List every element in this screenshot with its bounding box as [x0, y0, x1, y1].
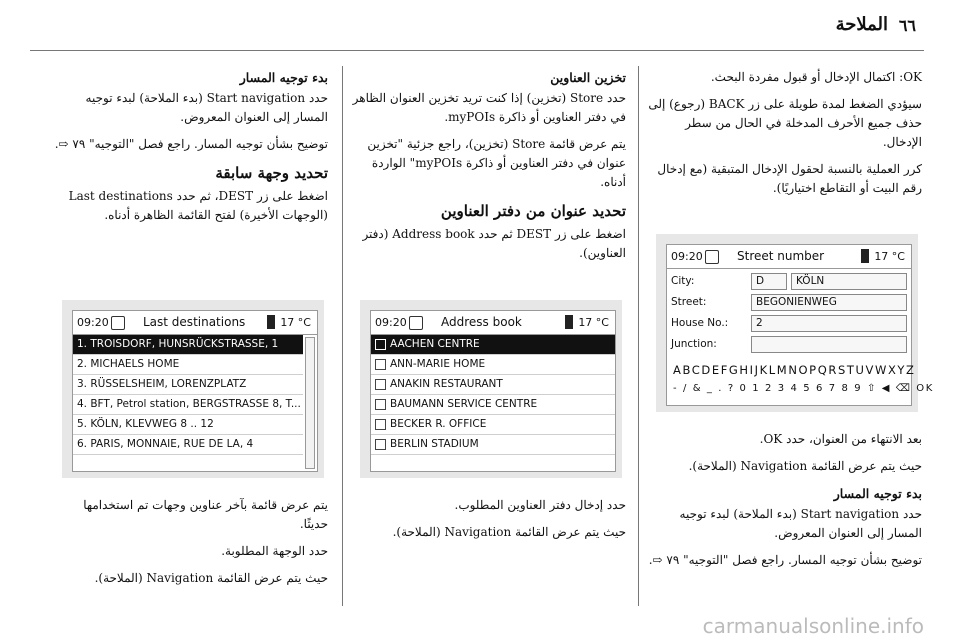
- temperature: 17 °C: [874, 250, 905, 263]
- column-divider-left: [342, 66, 343, 606]
- temperature: 17 °C: [578, 316, 609, 329]
- street-number-screen: [656, 234, 934, 412]
- field-label: Street:: [671, 296, 707, 308]
- paragraph: حيث يتم عرض القائمة Navigation (الملاحة).: [392, 525, 626, 539]
- list-item[interactable]: 3. RÜSSELSHEIM, LORENZPLATZ: [73, 375, 303, 395]
- paragraph: OK: اكتمال الإدخال أو قبول مفردة البحث.: [710, 70, 922, 84]
- clock: 09:20: [671, 250, 703, 263]
- paragraph: حيث يتم عرض القائمة Navigation (الملاحة).: [94, 571, 328, 585]
- field-label: House No.:: [671, 317, 729, 329]
- list-item[interactable]: 2. MICHAELS HOME: [73, 355, 303, 375]
- clock: 09:20: [77, 316, 109, 329]
- paragraph: حدد Store (تخزين) إذا كنت تريد تخزين العنوان الظاهر في دفتر العناوين أو ذاكرة myPOIs.: [352, 91, 626, 124]
- street-field[interactable]: BEGONIENWEG: [751, 294, 907, 311]
- list-item[interactable]: BERLIN STADIUM: [371, 435, 615, 455]
- right-column: [646, 68, 922, 206]
- screen-status-bar: [666, 244, 912, 269]
- contact-icon: [375, 419, 386, 430]
- screen-body: [370, 334, 616, 472]
- paragraph: توضيح بشأن توجيه المسار. راجع فصل "التوجيه" ٧٩ ⇨.: [648, 553, 922, 567]
- section-heading: تحديد وجهة سابقة: [215, 164, 328, 182]
- list-item[interactable]: BAUMANN SERVICE CENTRE: [371, 395, 615, 415]
- contact-icon: [375, 399, 386, 410]
- screen-body: [666, 268, 934, 406]
- clock-icon: [409, 316, 423, 330]
- list-item[interactable]: AACHEN CENTRE: [371, 335, 615, 355]
- section-heading: بدء توجيه المسار: [833, 486, 922, 501]
- left-column: [52, 68, 328, 233]
- paragraph: حدد Start navigation (بدء الملاحة) لبدء توجيه المسار إلى العنوان المعروض.: [85, 91, 328, 124]
- contact-icon: [375, 359, 386, 370]
- number-keyboard[interactable]: - / & _ . ? 0 1 2 3 4 5 6 7 8 9 ⇧ ◀ ⌫ OK: [673, 383, 934, 394]
- temperature: 17 °C: [280, 316, 311, 329]
- field-label: Junction:: [671, 338, 717, 350]
- contact-icon: [375, 379, 386, 390]
- section-heading: تخزين العناوين: [550, 70, 626, 85]
- screen-status-bar: [370, 310, 616, 335]
- screen-status-bar: [72, 310, 318, 335]
- left-column-lower: [52, 496, 328, 596]
- battery-icon: [565, 315, 573, 329]
- paragraph: كرر العملية بالنسبة لحقول الإدخال المتبقية (مع إدخال رقم البيت أو التقاطع اختياريًا).: [657, 162, 922, 195]
- house-number-field[interactable]: 2: [751, 315, 907, 332]
- header-divider: [30, 50, 924, 51]
- screen-body: [72, 334, 318, 472]
- address-book-screen: [360, 300, 622, 478]
- paragraph: يتم عرض قائمة بآخر عناوين وجهات تم استخدامها حديثًا.: [83, 498, 328, 531]
- column-divider-right: [638, 66, 639, 606]
- contact-icon: [375, 439, 386, 450]
- section-heading: تحديد عنوان من دفتر العناوين: [440, 202, 626, 220]
- paragraph: يتم عرض قائمة Store (تخزين)، راجع جزئية "تخزين عنوان في دفتر العناوين أو ذاكرة myPOIs" الواردة أدناه.: [367, 137, 626, 189]
- junction-field[interactable]: [751, 336, 907, 353]
- page-header: [0, 0, 960, 50]
- letter-keyboard[interactable]: ABCDEFGHIJKLMNOPQRSTUVWXYZ: [673, 363, 916, 377]
- contact-icon: [375, 339, 386, 350]
- paragraph: حيث يتم عرض القائمة Navigation (الملاحة).: [688, 459, 922, 473]
- paragraph: سيؤدي الضغط لمدة طويلة على زر BACK (رجوع) إلى حذف جميع الأحرف المدخلة في الحال من سطر الإدخال.: [648, 97, 922, 149]
- screen-title: Last destinations: [143, 315, 246, 329]
- battery-icon: [267, 315, 275, 329]
- list-item[interactable]: BECKER R. OFFICE: [371, 415, 615, 435]
- paragraph: توضيح بشأن توجيه المسار. راجع فصل "التوجيه" ٧٩ ⇨.: [54, 137, 328, 151]
- page-number: ٦٦: [898, 16, 916, 35]
- scrollbar[interactable]: [305, 337, 315, 469]
- paragraph: اضغط على زر DEST ثم حدد Address book (دفتر العناوين).: [362, 227, 626, 260]
- right-column-lower: [646, 430, 922, 578]
- last-destinations-screen: [62, 300, 324, 478]
- clock-icon: [705, 250, 719, 264]
- list-item[interactable]: ANAKIN RESTAURANT: [371, 375, 615, 395]
- list-item[interactable]: 1. TROISDORF, HUNSRÜCKSTRASSE, 1: [73, 335, 303, 355]
- watermark: carmanualsonline.info: [702, 614, 924, 638]
- section-heading: بدء توجيه المسار: [239, 70, 328, 85]
- list-item[interactable]: ANN-MARIE HOME: [371, 355, 615, 375]
- field-label: City:: [671, 275, 695, 287]
- paragraph: حدد إدخال دفتر العناوين المطلوب.: [454, 498, 626, 512]
- clock-icon: [111, 316, 125, 330]
- screen-title: Street number: [737, 249, 825, 263]
- paragraph: بعد الانتهاء من العنوان، حدد OK.: [759, 432, 922, 446]
- paragraph: اضغط على زر DEST، ثم حدد Last destinations (الوجهات الأخيرة) لفتح القائمة الظاهرة أدناه.: [68, 189, 328, 222]
- list-item[interactable]: 6. PARIS, MONNAIE, RUE DE LA, 4: [73, 435, 303, 455]
- city-field[interactable]: KÖLN: [791, 273, 907, 290]
- clock: 09:20: [375, 316, 407, 329]
- list-item[interactable]: 5. KÖLN, KLEVWEG 8 .. 12: [73, 415, 303, 435]
- page-title: الملاحة: [835, 14, 888, 35]
- paragraph: حدد Start navigation (بدء الملاحة) لبدء توجيه المسار إلى العنوان المعروض.: [679, 507, 922, 540]
- paragraph: حدد الوجهة المطلوبة.: [221, 544, 328, 558]
- middle-column-lower: [350, 496, 626, 550]
- battery-icon: [861, 249, 869, 263]
- list-item[interactable]: 4. BFT, Petrol station, BERGSTRASSE 8, T...: [73, 395, 303, 415]
- country-field[interactable]: D: [751, 273, 787, 290]
- middle-column: [350, 68, 626, 271]
- screen-title: Address book: [441, 315, 522, 329]
